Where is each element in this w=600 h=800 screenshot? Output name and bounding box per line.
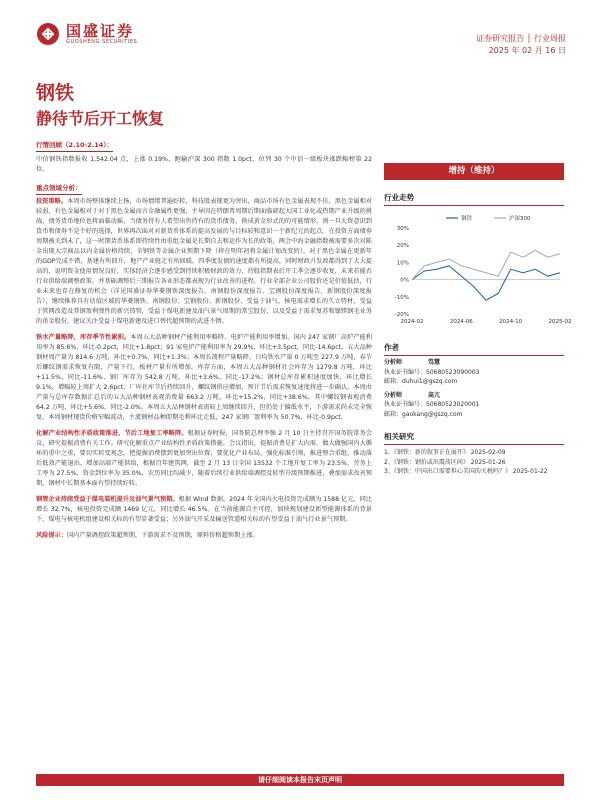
x-tick-label: 2025-02 <box>548 319 572 325</box>
construction-text: 根据证券时报，国务院总理李强 2 月 10 日主持召开国务院常务会议，研究提振消费有关工作。研究化解重点产业结构性矛盾政策措施。会议指出，提振消费是扩大内需、做大做强国内大循环的重中之重，要切实转变观念，把提振消费摆到更加突出位置，要优化产业布局，强化标准引领，推进整合重组，推动落后低效产能退出，增加高端产能供给，根据百年建筑网，截至 2 月 13 日全国 13532 个工地开复工率为 23.5%，劳务上工率为 27.5%，资金到位率为 35.0%，农历同比均减少，随着后续行业供给端调控及转型升级预期推进，叠加需求改善预期，钢材中长期基本面有望持续好转。 <box>36 430 372 487</box>
logo-chinese-name: 国盛证券 <box>66 21 135 40</box>
analyst-2-cert-label: 执业证书编号： <box>384 401 427 408</box>
main-content <box>36 140 372 541</box>
investment-strategy <box>36 197 372 327</box>
construction-label: 化解产业结构性矛盾政策推进，节后工地复工率略降。 <box>36 430 188 437</box>
company-logo <box>36 22 137 46</box>
steel-pipe-label: 钢管企业持续受益于煤电装机提升及油气景气预期。 <box>36 496 179 503</box>
report-header <box>0 0 600 60</box>
legend-label: 钢铁 <box>461 216 473 222</box>
review-heading: 行情回顾（2.10-2.14）： <box>36 140 113 152</box>
report-title: 静待节后开工恢复 <box>36 109 165 128</box>
report-type: 证券研究报告 │ 行业周报 <box>476 34 566 43</box>
review-text: 中信钢铁指数报收 1,542.04 点，上涨 0.19%，跑输沪深 300 指数 1.0pct，位列 30 个中信一级板块涨跌幅榜第 22 位。 <box>36 156 372 173</box>
supply-label: 铁水产量略降，库存季节性累积。 <box>36 334 131 341</box>
investment-strategy-text: 本周市场整体继续上扬，市场情绪普遍好转，科技股表现更为突出，商品市场有色金属表现不佳，黑色金属相对较弱，有色金属相对于对于黑色金属而言金融属性更强，主导因在特朗普周期后期面临磋起大国工业化或热期产业升级的挑战，债务货币地位也将面临动摇，当债务持有人希望出售持有的货币债务，换成黄金形式的的可能情形，则一旦大资意识到货币和债券不是个好的选择，世界再次面对对新货币体系的提高发展的与目标较和意识一个新纪元的起点。在投资方面债券周期被关到未了，这一时期货币体系即持续性由重组金属是长期自去和运作为长的政策，两会中海金融指数被需要多次对陈金出现大宗商品以内金属价格持续，全钢铁等金属企业预期下降（将在明年初将金属计划改变的），对于黑色金属在更新年的GDP完成不错，基建有所回升，地产产业链走有所回暖，四季度发债的速度都有所提高，同时财政升发政都得到了大大提高的，说明资金使用情况良好，实体经济会逐步感受到持续积极财政的效力，待股指期表后开工季会逐步收复，未来若能否行业供给端调整政策，并基础调整后三期报告各业形态都表现为行业改善的进程，行业全部企业公司股价还是价值低估，行业未来也存在修复的机会（详见国盛证券华菱钢铁深度报告、南钢股份深度报告、宝钢股份深度报告、新钢股份深度报告），继续推荐具有估值区域的华菱钢铁、南钢股份、宝钢股份、新钢股份、受益于油气、核电需求增长的久立特材，受益于管网改造及普钢盈利弹性的新兴铸管，受益于煤电新建及油气景气周期的常宝股份，以及受益于需求复苏和镍镁钢毛业务的甬金股份，建议关注受益于煤电新建及进口替代超预期的武进不锈。 <box>36 198 373 325</box>
series-line-steel <box>412 266 560 300</box>
industry-trend-chart <box>384 210 572 330</box>
supply-section <box>36 333 372 423</box>
construction-section <box>36 429 372 489</box>
logo-english-name: GUOSHENG SECURITIES <box>66 38 138 45</box>
y-tick-label: -10% <box>394 294 409 301</box>
x-tick-label: 2024-02 <box>400 319 424 325</box>
x-tick-label: 2024-10 <box>499 319 523 325</box>
risk-label: 风险提示： <box>36 532 67 539</box>
analyst-1-name: 笃慧 <box>428 359 441 366</box>
steel-pipe-text: 根据 Wind 数据，2024 年全国内火电投资完成额为 1588 亿元，同比增长 32.7%，核电投资完成额 1469 亿元，同比增长 46.5%。在当前能源自主可控，加快规划建设新型能源体系的背景下，煤电与核电机组建设相关标的有望显著受益；另外油气开采及输送管道相关标的有望受益于油气行业景气预期。 <box>36 496 372 523</box>
analyst-1-email-label: 邮箱： <box>384 378 403 385</box>
analyst-1-role: 分析师 <box>384 359 403 366</box>
analyst-2-email-label: 邮箱： <box>384 410 403 418</box>
investment-strategy-label: 投资策略。 <box>36 198 68 205</box>
related-item[interactable]: 3、《钢铁：中国出口需要担心美国的关税吗？》 2025-01-22 <box>384 468 548 475</box>
legend-label: 沪深300 <box>509 216 531 222</box>
focus-heading: 重点领域分析： <box>36 183 82 195</box>
related-item[interactable]: 1、《钢铁：新的叙事正在展开》 2025-02-09 <box>384 449 506 456</box>
sidebar <box>384 163 572 477</box>
analyst-1 <box>384 358 564 387</box>
analyst-1-cert: S0680523090003 <box>426 368 480 376</box>
analyst-2-name: 高亢 <box>428 391 441 399</box>
related-item[interactable]: 2、《钢铁：钢价或出震荡区间》 2025-01-26 <box>384 458 506 466</box>
related-heading: 相关研究 <box>384 431 564 445</box>
related-list <box>384 448 564 477</box>
analyst-2-role: 分析师 <box>384 391 403 399</box>
analyst-2-cert: S0680523020001 <box>426 401 480 408</box>
report-date: 2025 年 02 月 16 日 <box>488 46 566 55</box>
analyst-2 <box>384 391 564 420</box>
y-tick-label: 30% <box>396 226 409 232</box>
trend-heading: 行业走势 <box>384 192 564 206</box>
authors-heading: 作者 <box>384 342 564 356</box>
footer-disclaimer: 请仔细阅读本报告末页声明 <box>36 774 564 786</box>
risk-text: 国内产量调控政策超预期，下游需求不及预期，原料价格超预期上涨。 <box>66 532 259 539</box>
series-line-csi300 <box>412 250 560 279</box>
y-tick-label: 10% <box>396 260 409 267</box>
y-tick-label: 20% <box>396 243 409 250</box>
industry-title: 钢铁 <box>36 82 75 104</box>
analyst-1-cert-label: 执业证书编号： <box>384 368 427 376</box>
y-tick-label: 0% <box>400 277 409 284</box>
x-tick-label: 2024-06 <box>449 319 473 325</box>
risk-section <box>36 531 372 541</box>
logo-mark-icon <box>36 22 60 46</box>
steel-pipe-section <box>36 495 372 525</box>
rating-badge: 增持（维持） <box>384 163 564 180</box>
analyst-2-email[interactable]: gaokang@gszq.com <box>402 410 463 418</box>
supply-text: 本周五大品种钢材产能利用率略降。电炉产能利用率增加，国内 247 家钢厂高炉产能利用率为 85.6%，环比-0.2pct，同比+1.8pct；91 家电炉产能利用率为 29.9%，环比+3.5pct，同比-14.6pct。五大品种钢材周产量为 814.6 万吨，环比+0.7%，同比+1.3%；本周长流程产量略降，日均铁水产量 0 万吨至 227.9 万吨，春节后螺纹钢需求恢复有限，产量下行，板材产量有所增加。库存方面，本周五大品种钢材社会库存为 1279.8 万吨，环比+11.5%，同比-11.6%，钢厂库存为 542.8 万吨，环比+3.6%，同比-17.2%；钢材总库存累积速度加快，环比增长 9.1%，增幅较上周扩大 2.6pct，厂库社库节后持续回升，螺纹钢供应增加，预计节后需求恢复速度将进一步确认。本周由产量与总库存数据汇总后的五大品种钢材表观消费量 663.2 万吨，环比+15.2%，同比+38.6%，其中螺纹钢表观消费 64.2 万吨，环比+5.6%，同比-2.0%。本周五大品种钢材表需较上周继续回升，但仍处于偏低水平，下游需求尚未完全恢复。本周钢材现货价格窄幅波动，主流钢材品种即期毛利环比走低，247 家钢厂盈利率为 50.7%，环比-0.9pct。 <box>36 334 372 421</box>
trend-chart-svg <box>384 210 572 330</box>
analyst-1-email[interactable]: duhui1@gszq.com <box>402 378 458 385</box>
y-tick-label: -20% <box>394 312 409 318</box>
